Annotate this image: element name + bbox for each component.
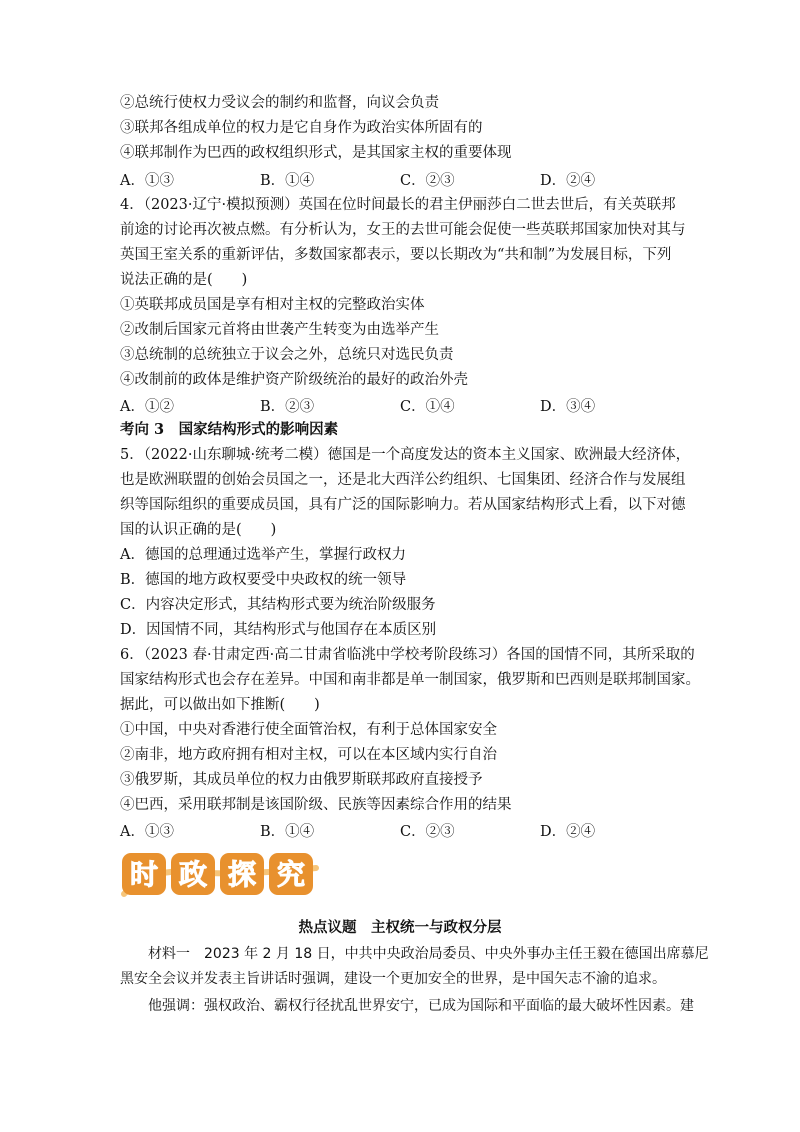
- q4-option-a: A．①②: [120, 399, 174, 415]
- material-line-1: 材料一 2023 年 2 月 18 日，中共中央政治局委员、中央外事办主任王毅在德国出席慕尼: [120, 946, 709, 962]
- q3-item-3: ③联邦各组成单位的权力是它自身作为政治实体所固有的: [120, 120, 483, 136]
- q4-item-4: ④改制前的政体是维护资产阶级统治的最好的政治外壳: [120, 372, 468, 388]
- q5-stem-line-2: 也是欧洲联盟的创始会员国之一，还是北大西洋公约组织、七国集团、经济合作与发展组: [120, 472, 686, 488]
- material-line-2: 黑安全会议并发表主旨讲话时强调，建设一个更加安全的世界，是中国矢志不渝的追求。: [120, 971, 666, 987]
- q5-option-c: C．内容决定形式，其结构形式要为统治阶级服务: [120, 597, 436, 613]
- q5-stem-line-1: 5．（2022·山东聊城·统考二模）德国是一个高度发达的资本主义国家、欧洲最大经济体，: [120, 447, 691, 463]
- q4-option-b: B．②③: [260, 399, 315, 415]
- q6-item-2: ②南非，地方政府拥有相对主权，可以在本区域内实行自治: [120, 747, 497, 763]
- q4-stem-line-1: 4．（2023·辽宁·模拟预测）英国在位时间最长的君主伊丽莎白二世去世后，有关英联邦: [120, 197, 676, 213]
- q4-option-c: C．①④: [400, 399, 455, 415]
- q3-option-a: A．①③: [120, 173, 174, 189]
- q4-stem-line-3: 英国王室关系的重新评估，多数国家都表示，要以长期改为“共和制”为发展目标，下列: [120, 247, 672, 263]
- q6-stem-line-3: 据此，可以做出如下推断( ): [120, 697, 320, 713]
- banner-char-3: 探: [227, 858, 257, 891]
- q3-option-d: D．②④: [540, 173, 596, 189]
- q4-option-d: D．③④: [540, 399, 596, 415]
- q3-option-c: C．②③: [400, 173, 455, 189]
- q3-item-4: ④联邦制作为巴西的政权组织形式，是其国家主权的重要体现: [120, 145, 512, 161]
- q6-item-1: ①中国，中央对香港行使全面管治权，有利于总体国家安全: [120, 722, 497, 738]
- q6-option-c: C．②③: [400, 824, 455, 840]
- q3-options: [120, 169, 680, 187]
- q6-option-b: B．①④: [260, 824, 315, 840]
- section-heading: 考向 3 国家结构形式的影响因素: [120, 421, 339, 438]
- section-banner: [120, 850, 320, 900]
- banner-char-4: 究: [276, 858, 306, 891]
- banner-char-2: 政: [178, 858, 208, 891]
- q4-item-1: ①英联邦成员国是享有相对主权的完整政治实体: [120, 297, 425, 313]
- q5-option-a: A．德国的总理通过选举产生，掌握行政权力: [120, 547, 406, 563]
- q6-stem-line-1: 6．（2023 春·甘肃定西·高二甘肃省临洮中学校考阶段练习）各国的国情不同，其所采取的: [120, 647, 695, 663]
- material-line-3: 他强调：强权政治、霸权行径扰乱世界安宁，已成为国际和平面临的最大破坏性因素。建: [120, 998, 694, 1014]
- q4-item-2: ②改制后国家元首将由世袭产生转变为由选举产生: [120, 322, 439, 338]
- q5-option-b: B．德国的地方政权要受中央政权的统一领导: [120, 572, 407, 588]
- q3-option-b: B．①④: [260, 173, 315, 189]
- q6-option-a: A．①③: [120, 824, 174, 840]
- q4-stem-line-4: 说法正确的是( ): [120, 272, 248, 288]
- banner-char-1: 时: [129, 858, 159, 891]
- q4-options: [120, 395, 680, 413]
- q5-stem-line-4: 国的认识正确的是( ): [120, 522, 277, 538]
- q4-stem-line-2: 前途的讨论再次被点燃。有分析认为，女王的去世可能会促使一些英联邦国家加快对其与: [120, 222, 686, 238]
- banner-graphic: [120, 850, 320, 900]
- q6-item-4: ④巴西，采用联邦制是该国阶级、民族等因素综合作用的结果: [120, 797, 512, 813]
- topic-title: 热点议题 主权统一与政权分层: [298, 919, 502, 936]
- q3-item-2: ②总统行使权力受议会的制约和监督，向议会负责: [120, 95, 439, 111]
- q4-item-3: ③总统制的总统独立于议会之外，总统只对选民负责: [120, 347, 454, 363]
- q6-option-d: D．②④: [540, 824, 596, 840]
- q6-options: [120, 820, 680, 838]
- q5-stem-line-3: 织等国际组织的重要成员国，具有广泛的国际影响力。若从国家结构形式上看，以下对德: [120, 497, 686, 513]
- q6-stem-line-2: 国家结构形式也会存在差异。中国和南非都是单一制国家，俄罗斯和巴西则是联邦制国家。: [120, 672, 700, 688]
- q5-option-d: D．因国情不同，其结构形式与他国存在本质区别: [120, 622, 437, 638]
- q6-item-3: ③俄罗斯，其成员单位的权力由俄罗斯联邦政府直接授予: [120, 772, 483, 788]
